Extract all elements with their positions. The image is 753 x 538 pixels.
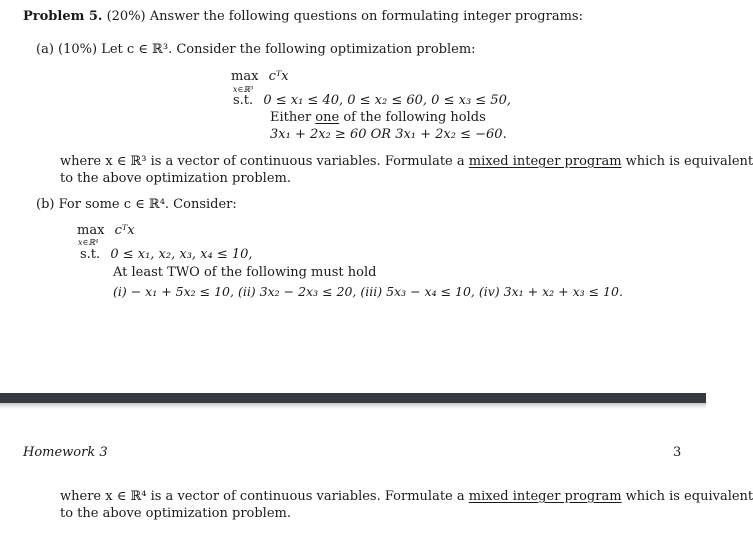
- either-prefix: Either: [270, 110, 316, 125]
- part-a-where-line1: [60, 153, 753, 170]
- part-a-label: (a) (10%) Let c ∈ ℝ³. Consider the following optimization problem:: [36, 42, 476, 57]
- page-header-title: Homework 3: [23, 445, 108, 460]
- either-suffix: of the following holds: [339, 110, 486, 125]
- st-label: s.t.: [233, 93, 254, 108]
- page-break-bar: [0, 393, 706, 403]
- page-number: 3: [673, 445, 682, 460]
- part-a-either-line: [270, 109, 486, 126]
- mip-term: mixed integer program: [468, 489, 622, 504]
- objective-max: max: [77, 223, 105, 238]
- part-b-label: (b) For some c ∈ ℝ⁴. Consider:: [36, 197, 237, 212]
- part-a-objective-subscript: x∈ℝ³: [233, 85, 254, 94]
- problem-label: Problem 5.: [23, 9, 103, 24]
- part-a-objective: [231, 68, 289, 85]
- where-suffix: which is equivalent: [621, 489, 753, 504]
- part-b-options-line: (i) − x₁ + 5x₂ ≤ 10, (ii) 3x₂ − 2x₃ ≤ 20, (iii) 5x₃ − x₄ ≤ 10, (iv) 3x₁ + x₂ + x₃ ≤ 10.: [113, 284, 623, 299]
- either-one: one: [315, 110, 340, 125]
- part-a-either-constraints: 3x₁ + 2x₂ ≥ 60 OR 3x₁ + 2x₂ ≤ −60.: [270, 127, 507, 142]
- part-b-atleast-line: At least TWO of the following must hold: [113, 265, 377, 280]
- where-prefix: where x ∈ ℝ⁴ is a vector of continuous variables. Formulate a: [60, 489, 469, 504]
- part-a-constraint-bounds: [233, 92, 511, 109]
- objective-expr: cᵀx: [114, 223, 135, 238]
- objective-expr: cᵀx: [268, 69, 289, 84]
- part-b-where-line2: to the above optimization problem.: [60, 506, 291, 521]
- part-b-constraint-bounds: [80, 246, 253, 263]
- part-b-where-line1: [60, 488, 753, 505]
- page-break-shadow: [0, 403, 706, 409]
- bounds-expr: 0 ≤ x₁ ≤ 40, 0 ≤ x₂ ≤ 60, 0 ≤ x₃ ≤ 50,: [263, 93, 511, 108]
- objective-max: max: [231, 69, 259, 84]
- part-b-objective-subscript: x∈ℝ⁴: [78, 238, 99, 247]
- problem-5-heading: [23, 8, 583, 25]
- part-a-where-line2: to the above optimization problem.: [60, 171, 291, 186]
- bounds-expr: 0 ≤ x₁, x₂, x₃, x₄ ≤ 10,: [110, 247, 253, 262]
- where-prefix: where x ∈ ℝ³ is a vector of continuous variables. Formulate a: [60, 154, 469, 169]
- st-label: s.t.: [80, 247, 101, 262]
- mip-term: mixed integer program: [468, 154, 622, 169]
- where-suffix: which is equivalent: [621, 154, 753, 169]
- problem-intro: (20%) Answer the following questions on formulating integer programs:: [106, 9, 583, 24]
- part-b-objective: [77, 222, 135, 239]
